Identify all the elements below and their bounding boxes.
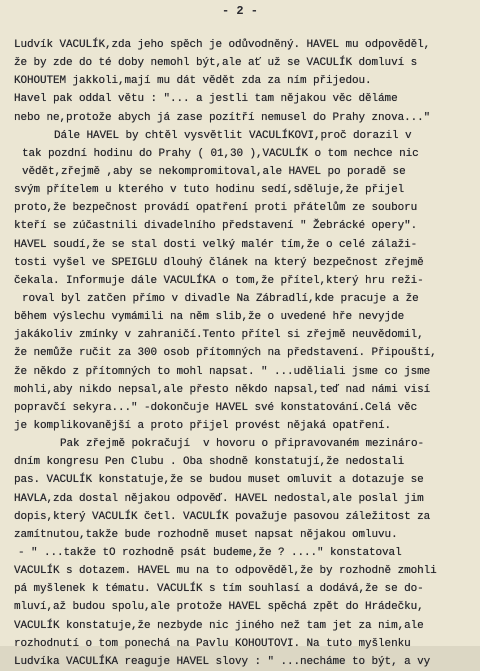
text-line: že někdo z přítomných to mohl napsat. " ...uděliali jsme co jsme: [14, 365, 431, 378]
text-line: zamítnutou,takže bude rozhodně muset napsat nějakou omluvu.: [14, 528, 398, 541]
text-line: během výslechu vymámili na něm slib,že o uvedené hře nevyjde: [14, 311, 405, 324]
text-line: pá myšlenek k tématu. VACULÍK s tím souhlasí a dodává,že se do-: [14, 583, 424, 596]
text-line: Ludvík VACULÍK,zda jeho spěch je odůvodněný. HAVEL mu odpověděl,: [14, 39, 431, 51]
text-line: Dále HAVEL by chtěl vysvětlit VACULÍKOVI,proč dorazil v: [54, 129, 412, 142]
text-line: Ludvíka VACULÍKA reaguje HAVEL slovy : " ...necháme to být, a vy: [14, 655, 431, 668]
text-line: vědět,zřejmě ,aby se nekompromitoval,ale HAVEL po poradě se: [22, 165, 406, 178]
text-line: roval byl zatčen přímo v divadle Na Zábradlí,kde pracuje a že: [22, 292, 419, 305]
text-line: HAVEL soudí,že se stal dosti velký malér tím,že o celé zálaži-: [14, 238, 418, 251]
text-line: kteří se zúčastnili divadelního představení " Žebrácké opery".: [14, 220, 418, 233]
text-line: HAVLA,zda dostal nějakou odpověď. HAVEL nedostal,ale poslal jim: [14, 492, 424, 505]
text-line: pas. VACULÍK konstatuje,že se budou muset omluvit a dotazuje se: [14, 474, 424, 487]
text-line: KOHOUTEM jakkoli,mají mu dát vědět zda za ním přijedou.: [14, 75, 372, 88]
text-line: mohli,aby nikdo nepsal,ale přesto někdo napsal,teď nad námi visí: [14, 383, 431, 396]
text-line: že nemůže ručit za 300 osob přítomných na představení. Připouští,: [14, 347, 437, 360]
text-line: tosti vyšel ve SPEIGLU dlouhý článek na který bezpečnost zřejmě: [14, 256, 424, 269]
text-line: rozhodnutí o tom ponechá na Pavlu KOHOUTOVI. Na tuto myšlenku: [14, 637, 411, 650]
text-line: dopis,který VACULÍK četl. VACULÍK považuje pasovou záležitost za: [14, 510, 431, 523]
text-line: nebo ne,protože abych já zase pozítří nemusel do Prahy znova...": [14, 111, 431, 124]
text-line: jakákoliv zmínky v zahraničí.Tento přítel si zřejmě neuvědomil,: [14, 329, 424, 342]
text-line: čekala. Informuje dále VACULÍKA o tom,že přítel,který hru reži-: [14, 274, 424, 287]
text-line: VACULÍK konstatuje,že nezbyde nic jiného než tam jet za nim,ale: [14, 619, 424, 632]
text-line: VACULÍK s dotazem. HAVEL mu na to odpověděl,že by rozhodně zmohli: [14, 565, 437, 578]
text-line: dním kongresu Pen Clubu . Oba shodně konstatují,že nedostali: [14, 456, 405, 469]
text-line: - " ...takže tO rozhodně psát budeme,že ? ...." konstatoval: [18, 546, 402, 559]
text-line: je komplikovanější a proto přijel provést nějaká opatření.: [14, 419, 392, 432]
text-line: že by zde do té doby nemohl být,ale ať už se VACULÍK domluví s: [14, 57, 418, 70]
text-line: mluví,až budou spolu,ale protože HAVEL spěchá zpět do Hrádečku,: [14, 601, 424, 614]
text-line: proto,že bezpečnost provádí opatření proti přátelům ze souboru: [14, 202, 418, 215]
text-line: Pak zřejmě pokračují v hovoru o připravovaném mezináro-: [60, 438, 425, 451]
page-number: - 2 -: [221, 4, 258, 18]
text-line: Havel pak oddal větu : "... a jestli tam nějakou věc děláme: [14, 93, 398, 106]
typewritten-body: [14, 36, 476, 671]
text-line: svým přítelem u kterého v tuto hodinu sedí,sděluje,že přijel: [14, 184, 405, 197]
text-line: popravčí sekyra..." -dokončuje HAVEL své konstatování.Celá věc: [14, 401, 418, 414]
text-line: tak pozdní hodinu do Prahy ( 01,30 ),VACULÍK o tom nechce nic: [22, 147, 419, 160]
